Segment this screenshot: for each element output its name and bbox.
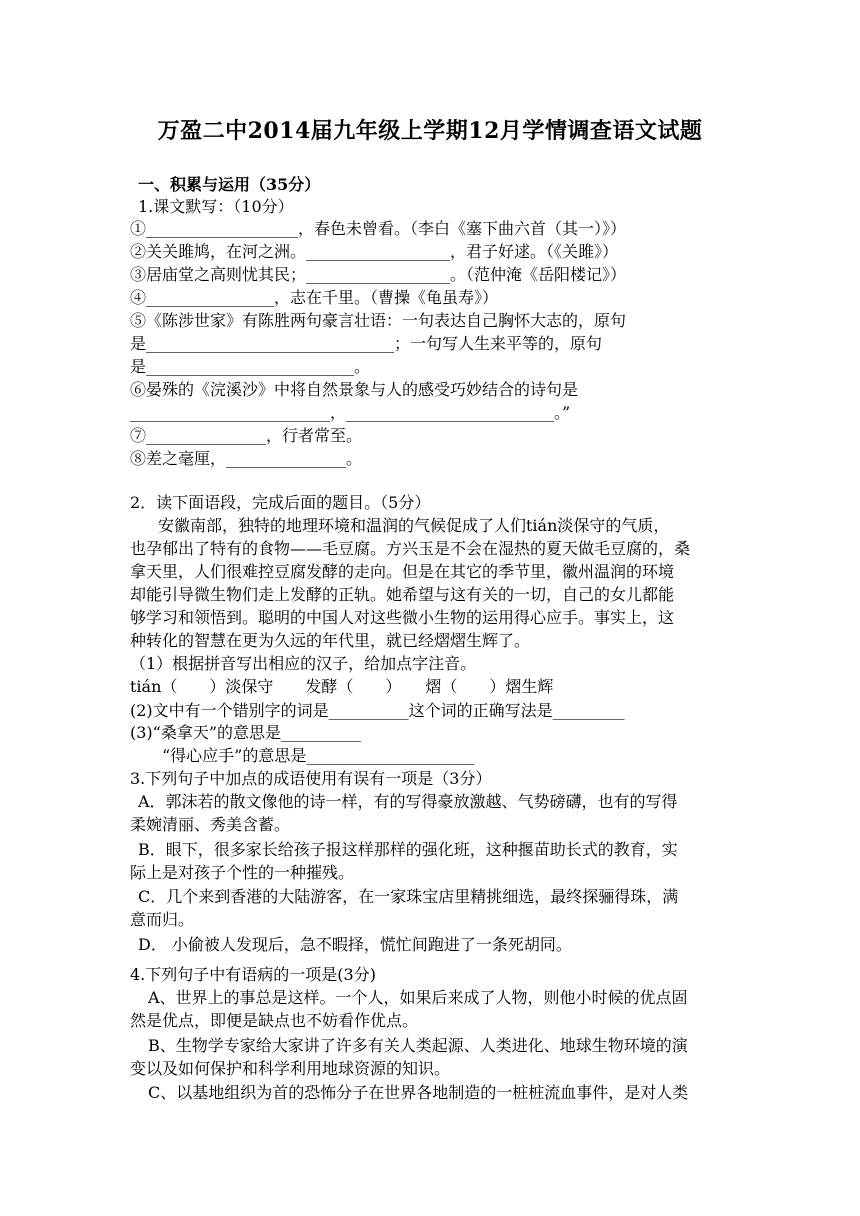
q4-line-2: 然是优点，即便是缺点也不妨看作优点。 — [130, 1011, 419, 1030]
q1-line-1: ①___________________，春色未曾看。（李白《塞下曲六首（其一）》） — [130, 219, 627, 238]
q1-line-11: ⑧差之毫厘，_______________。 — [130, 449, 363, 468]
q3-line-7: D． 小偷被人发现后，急不暇择，慌忙间跑进了一条死胡同。 — [138, 935, 572, 954]
q2-passage-line-2: 也孕郁出了特有的食物——毛豆腐。方兴玉是不会在湿热的夏天做毛豆腐的，桑 — [130, 539, 691, 558]
q1-line-2: ②关关雎鸠，在河之洲。__________________，君子好逑。（《关雎》） — [130, 242, 619, 261]
q2-sub2: (2)文中有一个错别字的词是__________这个词的正确写法是_________ — [130, 701, 625, 720]
q2-sub3b: “得心应手”的意思是_____________________ — [162, 746, 475, 765]
q1-line-8: ⑥晏殊的《浣溪沙》中将自然景象与人的感受巧妙结合的诗句是 — [130, 380, 579, 399]
q1-line-6: 是_______________________________；一句写人生来平等的，原句 — [130, 334, 603, 353]
q3-line-4: 际上是对孩子个性的一种摧残。 — [130, 863, 355, 882]
q1-line-7: 是__________________________。 — [130, 357, 371, 376]
q2-passage-line-4: 却能引导微生物们走上发酵的正轨。她希望与这有关的一切，自己的女儿都能 — [130, 585, 675, 604]
q2-sub3a: (3)“桑拿天”的意思是__________ — [130, 723, 362, 742]
q3-line-2: 柔婉清丽、秀美含蓄。 — [130, 815, 291, 834]
q2-passage-line-6: 种转化的智慧在更为久远的年代里，就已经熠熠生辉了。 — [130, 631, 531, 650]
q1-line-5: ⑤《陈涉世家》有陈胜两句豪言壮语：一句表达自己胸怀大志的，原句 — [130, 311, 627, 330]
q2-sub1-items: tián（ ）淡保守 发酵（ ） 熠（ ）熠生辉 — [130, 677, 554, 696]
q1-line-4: ④________________，志在千里。（曹操《龟虽寿》） — [130, 288, 499, 307]
q2-passage-line-3: 拿天里，人们很难控豆腐发酵的走向。但是在其它的季节里，徽州温润的环境 — [130, 562, 675, 581]
q2-passage-line-5: 够学习和领悟到。聪明的中国人对这些微小生物的运用得心应手。事实上，这 — [130, 608, 675, 627]
q2-passage-line-1: 安徽南部，独特的地理环境和温润的气候促成了人们tián淡保守的气质， — [158, 516, 670, 535]
q3-line-3: B．眼下，很多家长给孩子报这样那样的强化班，这种揠苗助长式的教育，实 — [138, 840, 678, 859]
q4-line-1: A、世界上的事总是这样。一个人，如果后来成了人物，则他小时候的优点固 — [148, 988, 688, 1007]
q2-sub1: （1）根据拼音写出相应的汉子，给加点字注音。 — [130, 654, 477, 673]
q4-line-4: 变以及如何保护和科学利用地球资源的知识。 — [130, 1059, 451, 1078]
page-title: 万盈二中2014届九年级上学期12月学情调查语文试题 — [157, 118, 703, 144]
q1-heading: 1.课文默写：（10分） — [138, 197, 294, 216]
q3-line-1: A．郭沫若的散文像他的诗一样，有的写得豪放激越、气势磅礴，也有的写得 — [138, 792, 678, 811]
q3-line-5: C．几个来到香港的大陆游客，在一家珠宝店里精挑细选，最终探骊得珠，满 — [138, 887, 679, 906]
q1-line-3: ③居庙堂之高则忧其民；__________________。（范仲淹《岳阳楼记》） — [130, 265, 627, 284]
q4-line-5: C、以基地组织为首的恐怖分子在世界各地制造的一桩桩流血事件，是对人类 — [148, 1083, 689, 1102]
q3-heading: 3.下列句子中加点的成语使用有误有一项是（3分） — [130, 769, 492, 788]
q1-line-10: ⑦_______________，行者常至。 — [130, 426, 363, 445]
q4-line-3: B、生物学专家给大家讲了许多有关人类起源、人类进化、地球生物环境的演 — [148, 1036, 688, 1055]
q2-heading: 2．读下面语段，完成后面的题目。（5分） — [130, 493, 431, 512]
q1-line-9: _________________________，__________________________。” — [130, 403, 571, 422]
q3-line-6: 意而归。 — [130, 910, 195, 929]
q4-heading: 4.下列句子中有语病的一项是(3分) — [130, 965, 376, 984]
section-heading: 一、积累与运用（35分） — [138, 175, 321, 194]
